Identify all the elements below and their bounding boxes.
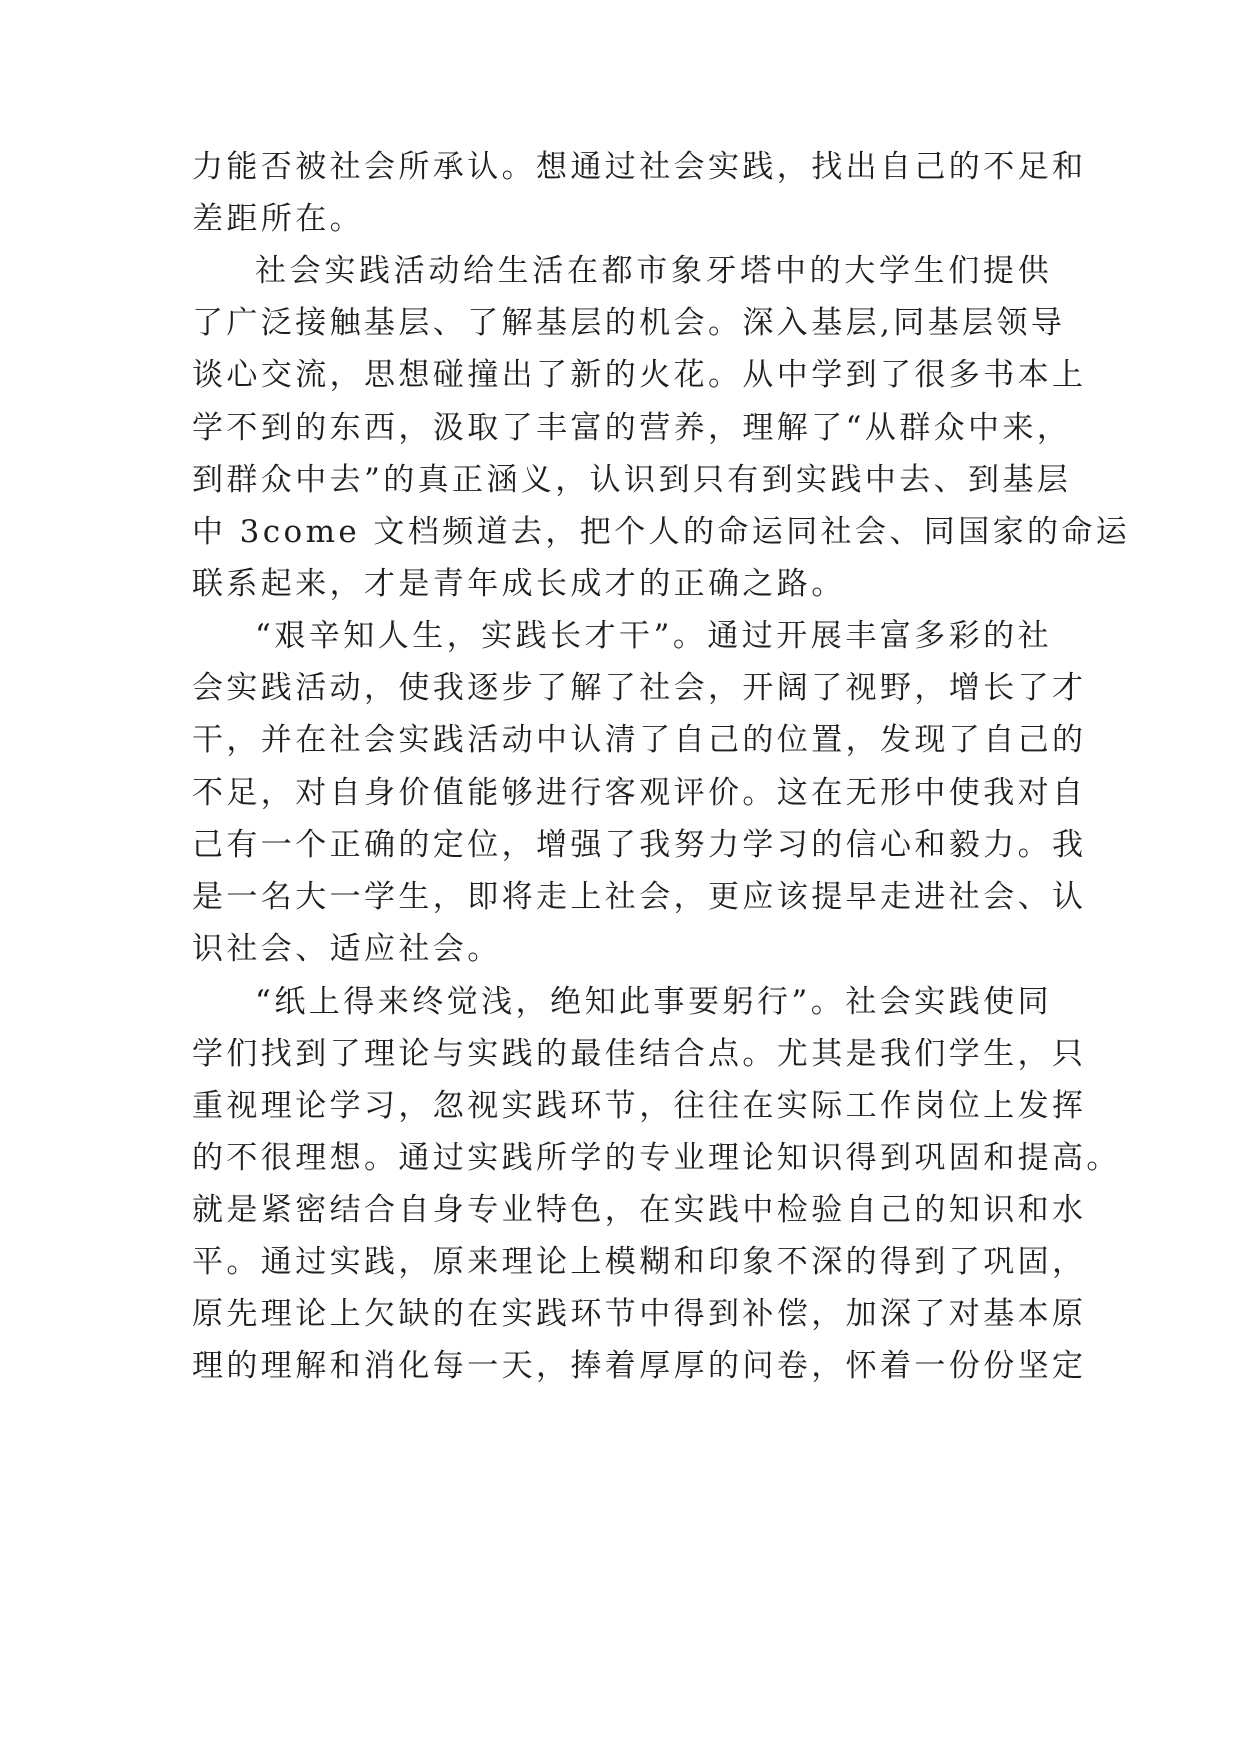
text-line: 平。通过实践，原来理论上模糊和印象不深的得到了巩固， (192, 1244, 1087, 1280)
text-line: 了广泛接触基层、了解基层的机会。深入基层,同基层领导 (192, 305, 1066, 341)
paragraph-first-line: 社会实践活动给生活在都市象牙塔中的大学生们提供 (255, 253, 1052, 289)
text-line: 是一名大一学生，即将走上社会，更应该提早走进社会、认 (192, 879, 1087, 915)
text-line: 理的理解和消化每一天，捧着厚厚的问卷，怀着一份份坚定 (192, 1348, 1087, 1384)
text-line: 力能否被社会所承认。想通过社会实践，找出自己的不足和 (192, 149, 1087, 185)
paragraph-first-line: “纸上得来终觉浅，绝知此事要躬行”。社会实践使同 (255, 984, 1052, 1020)
text-line: 差距所在。 (192, 201, 364, 237)
text-line: 不足，对自身价值能够进行客观评价。这在无形中使我对自 (192, 775, 1087, 811)
text-line: 己有一个正确的定位，增强了我努力学习的信心和毅力。我 (192, 827, 1087, 863)
text-line: 原先理论上欠缺的在实践环节中得到补偿，加深了对基本原 (192, 1296, 1087, 1332)
text-line: 识社会、适应社会。 (192, 931, 502, 967)
text-line: 重视理论学习，忽视实践环节，往往在实际工作岗位上发挥 (192, 1088, 1087, 1124)
text-line: 学们找到了理论与实践的最佳结合点。尤其是我们学生，只 (192, 1036, 1087, 1072)
text-line: 中 3come 文档频道去，把个人的命运同社会、同国家的命运 (192, 514, 1131, 550)
text-line: 学不到的东西，汲取了丰富的营养，理解了“从群众中来， (192, 410, 1072, 446)
text-line: 干，并在社会实践活动中认清了自己的位置，发现了自己的 (192, 722, 1087, 758)
text-line: 谈心交流，思想碰撞出了新的火花。从中学到了很多书本上 (192, 357, 1087, 393)
text-line: 的不很理想。通过实践所学的专业理论知识得到巩固和提高。 (192, 1140, 1121, 1176)
text-line: 联系起来，才是青年成长成才的正确之路。 (192, 566, 846, 602)
paragraph-first-line: “艰辛知人生，实践长才干”。通过开展丰富多彩的社 (255, 618, 1052, 654)
text-line: 会实践活动，使我逐步了解了社会，开阔了视野，增长了才 (192, 670, 1087, 706)
text-line: 到群众中去”的真正涵义，认识到只有到实践中去、到基层 (192, 462, 1072, 498)
text-line: 就是紧密结合自身专业特色，在实践中检验自己的知识和水 (192, 1192, 1087, 1228)
